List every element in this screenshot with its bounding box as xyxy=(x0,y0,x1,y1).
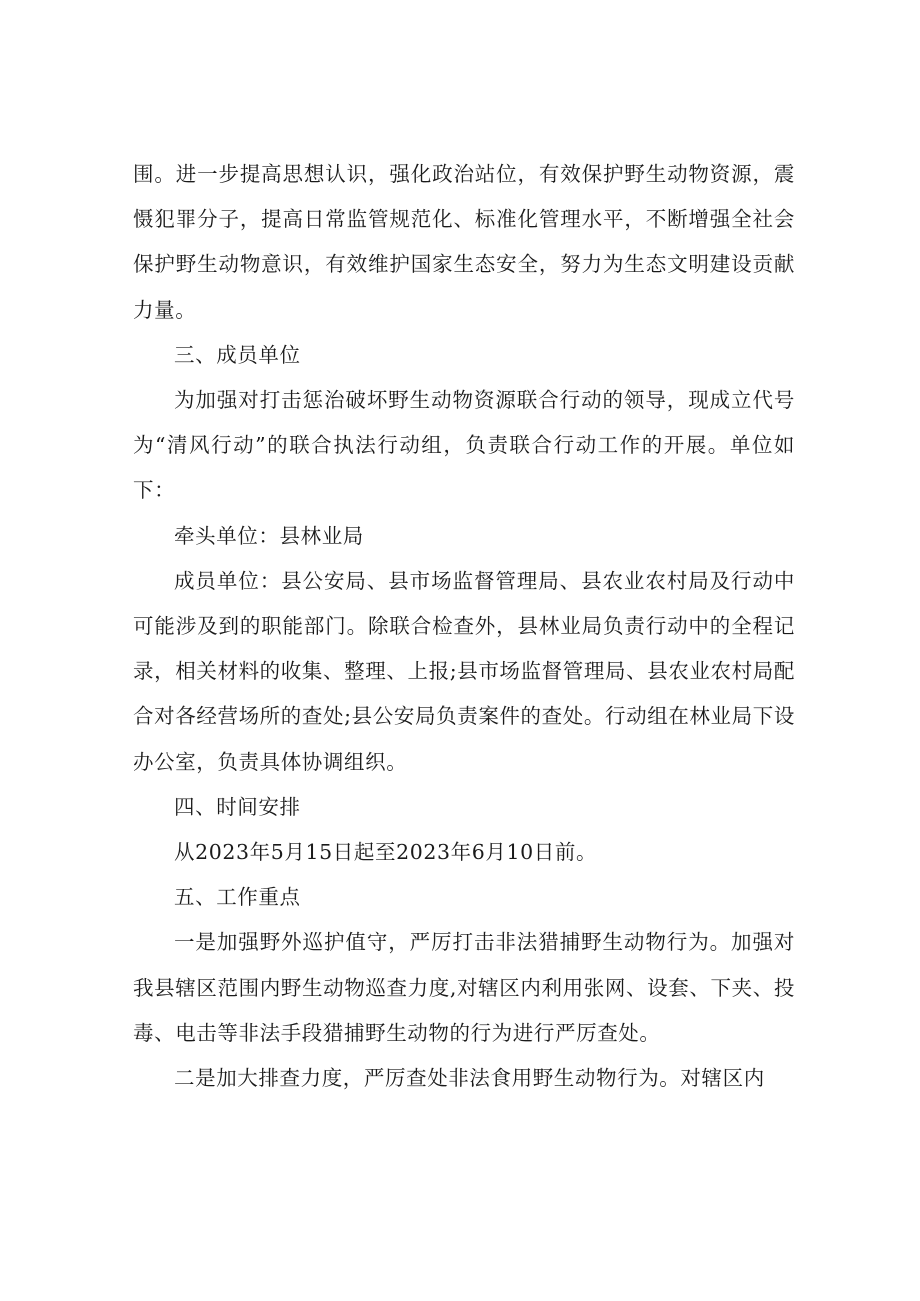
paragraph-member-units: 成员单位：县公安局、县市场监督管理局、县农业农村局及行动中可能涉及到的职能部门。除联合检查外，县林业局负责行动中的全程记录，相关材料的收集、整理、上报;县市场监督管理局、县农业农村局配合对各经营场所的查处;县公安局负责案件的查处。行动组在林业局下设办公室，负责具体协调组织。 xyxy=(133,568,795,774)
document-body xyxy=(133,152,795,1101)
paragraph-focus-two: 二是加大排查力度，严厉查处非法食用野生动物行为。对辖区内 xyxy=(174,1066,765,1091)
heading-schedule: 四、时间安排 xyxy=(174,794,301,819)
heading-member-units: 三、成员单位 xyxy=(174,342,301,367)
heading-work-focus: 五、工作重点 xyxy=(174,885,301,910)
paragraph-schedule: 从2023年5月15日起至2023年6月10日前。 xyxy=(174,840,598,865)
paragraph-action-group: 为加强对打击惩治破坏野生动物资源联合行动的领导，现成立代号为“清风行动”的联合执法行动组，负责联合行动工作的开展。单位如下： xyxy=(133,388,795,503)
paragraph-focus-one: 一是加强野外巡护值守，严厉打击非法猎捕野生动物行为。加强对我县辖区范围内野生动物巡查力度,对辖区内利用张网、设套、下夹、投毒、电击等非法手段猎捕野生动物的行为进行严厉查处。 xyxy=(133,930,795,1045)
paragraph-lead-unit: 牵头单位：县林业局 xyxy=(174,523,364,548)
paragraph-purpose-continued: 围。进一步提高思想认识，强化政治站位，有效保护野生动物资源，震慑犯罪分子，提高日常监管规范化、标准化管理水平，不断增强全社会保护野生动物意识，有效维护国家生态安全，努力为生态文明建设贡献力量。 xyxy=(133,162,795,322)
